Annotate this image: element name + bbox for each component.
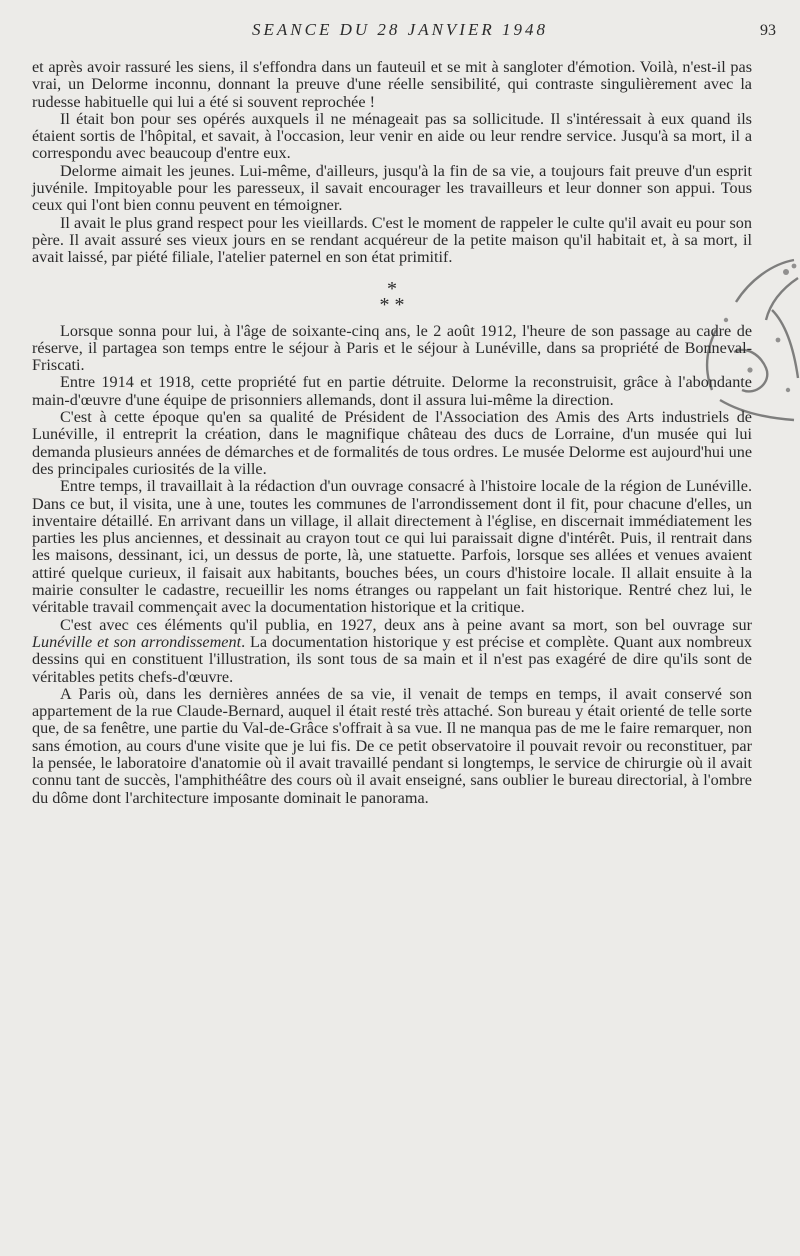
paragraph: A Paris où, dans les dernières années de sa vie, il venait de temps en temps, il avait conservé son appartement de la rue Claude-Bernard, auquel il était resté très attaché. Son bureau y était orienté de telle sorte que, de sa fenêtre, une partie du Val-de-Grâce s'offrait à sa vue. Il ne manqua pas de me le faire remarquer, non sans émotion, au cours d'une visite que je lui fis. De ce petit observatoire il pouvait revoir ou reconstituer, par la pensée, le laboratoire d'anatomie où il avait travaillé pendant si longtemps, le service de chirurgie où il avait connu tant de succès, l'amphithéâtre des cours où il avait enseigné, sans oublier le bureau directorial, à l'ombre du dôme dont l'architecture imposante dominait le panorama.	[32, 684, 752, 807]
paragraph: Delorme aimait les jeunes. Lui-même, d'ailleurs, jusqu'à la fin de sa vie, a toujours fait preuve d'un esprit juvénile. Impitoyable pour les paresseux, il savait encourager les travailleurs et leur donner son appui. Tous ceux qui l'ont bien connu peuvent en témoigner.	[32, 161, 752, 215]
book-text-after: . La documentation historique y est précise et complète. Quant aux nombreux dessins qui en constituent l'illustration, ils sont tous de sa main et il n'est pas exagéré de dire qu'ils sont de véritables petits chefs-d'œuvre.	[32, 632, 752, 686]
paragraph: Il avait le plus grand respect pour les vieillards. C'est le moment de rappeler le culte qu'il avait eu pour son père. Il avait assuré ses vieux jours en se rendant acquéreur de la petite maison qu'il habitait et, à sa mort, il avait laissé, par piété filiale, l'atelier paternel en son état primitif.	[32, 213, 752, 267]
asterisk-top: *	[387, 277, 397, 300]
paragraph: Entre 1914 et 1918, cette propriété fut en partie détruite. Delorme la reconstruisit, grâce à l'abondante main-d'œuvre d'une équipe de prisonniers allemands, dont il assura lui-même la direction.	[32, 373, 752, 409]
article-body	[32, 59, 752, 807]
paragraph: Lorsque sonna pour lui, à l'âge de soixante-cinq ans, le 2 août 1912, l'heure de son passage au cadre de réserve, il partagea son temps entre le séjour à Paris et le séjour à Lunéville, dans sa propriété de Bonneval-Friscati.	[32, 321, 752, 375]
header-title: SEANCE DU 28 JANVIER 1948	[252, 20, 548, 39]
paragraph: C'est à cette époque qu'en sa qualité de Président de l'Association des Amis des Arts industriels de Lunéville, il entreprit la création, dans le magnifique château des ducs de Lorraine, d'un musée qui lui demanda plusieurs années de démarches et de formalités de tous ordres. Le musée Delorme est aujourd'hui une des principales curiosités de la ville.	[32, 408, 752, 478]
book-text-before: C'est avec ces éléments qu'il publia, en 1927, deux ans à peine avant sa mort, son bel ouvrage sur	[60, 615, 752, 634]
section-separator	[32, 277, 752, 316]
running-header	[32, 20, 776, 44]
asterisks-bottom: * *	[379, 293, 405, 316]
paragraph: Il était bon pour ses opérés auxquels il ne ménageait pas sa sollicitude. Il s'intéressait à eux quand ils étaient sortis de l'hôpital, et savait, à l'occasion, leur venir en aide ou leur rendre service. Jusqu'à sa mort, il a correspondu avec beaucoup d'entre eux.	[32, 109, 752, 163]
page-number: 93	[760, 22, 776, 39]
paragraph-book	[32, 617, 752, 686]
paragraph: et après avoir rassuré les siens, il s'effondra dans un fauteuil et se mit à sangloter d'émotion. Voilà, n'est-il pas vrai, un Delorme inconnu, donnant la preuve d'une réelle sensibilité, qui contraste singulièrement avec la rudesse habituelle qui lui a été si souvent reprochée !	[32, 58, 752, 111]
book-title: Lunéville et son arrondissement	[32, 632, 242, 651]
paragraph: Entre temps, il travaillait à la rédaction d'un ouvrage consacré à l'histoire locale de la région de Lunéville. Dans ce but, il visita, une à une, toutes les communes de l'arrondissement dont il fit, pour chacune d'elles, un inventaire détaillé. En arrivant dans un village, il allait directement à l'église, en discernait immédiatement les parties les plus anciennes, et dessinait au crayon tout ce qui lui paraissait digne d'intérêt. Puis, il rentrait dans les maisons, dessinant, ici, un dessus de porte, là, une statuette. Parfois, lorsque ses allées et venues avaient attiré quelque curieux, il faisait aux habitants, bouches bées, un cours d'histoire locale. Il allait ensuite à la mairie consulter le cadastre, recueillir les noms étranges ou rappelant un fait historique. Rentré chez lui, le véritable travail commençait avec la documentation historique et la critique.	[32, 477, 752, 617]
